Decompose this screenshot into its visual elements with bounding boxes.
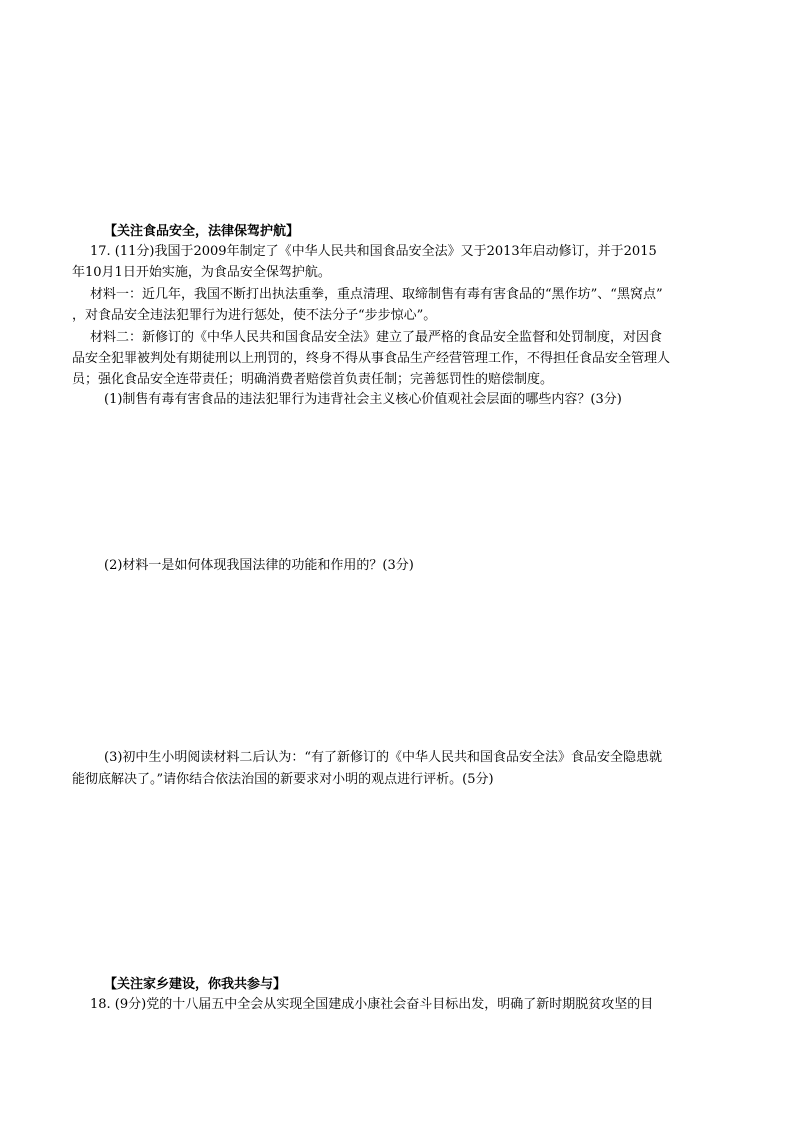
sub-question-2: (2)材料一是如何体现我国法律的功能和作用的？(3分) [104, 558, 414, 573]
sub-question-3-line-1: (3)初中生小明阅读材料二后认为：“有了新修订的《中华人民共和国食品安全法》食品安全隐患就 [104, 750, 663, 765]
material-1-line-1: 材料一：近几年，我国不断打出执法重拳，重点清理、取缔制售有毒有害食品的“黑作坊”、“黑窝点” [90, 287, 663, 302]
question-18-line-1: 18. (9分)党的十八届五中全会从实现全国建成小康社会奋斗目标出发，明确了新时期脱贫攻坚的目 [90, 997, 654, 1012]
section-heading-hometown: 【关注家乡建设，你我共参与】 [104, 977, 287, 992]
material-2-line-1: 材料二：新修订的《中华人民共和国食品安全法》建立了最严格的食品安全监督和处罚制度，对因食 [90, 330, 663, 345]
sub-question-1: (1)制售有毒有害食品的违法犯罪行为违背社会主义核心价值观社会层面的哪些内容？(3分) [104, 392, 622, 407]
question-17-line-2: 年10月1日开始实施，为食品安全保驾护航。 [72, 265, 331, 280]
material-2-line-3: 员；强化食品安全连带责任；明确消费者赔偿首负责任制；完善惩罚性的赔偿制度。 [72, 372, 554, 387]
sub-question-3-line-2: 能彻底解决了。”请你结合依法治国的新要求对小明的观点进行评析。(5分) [72, 772, 494, 787]
section-heading-food-safety: 【关注食品安全，法律保驾护航】 [104, 224, 300, 239]
material-1-line-2: ，对食品安全违法犯罪行为进行惩处，使不法分子“步步惊心”。 [72, 308, 437, 323]
question-17-line-1: 17. (11分)我国于2009年制定了《中华人民共和国食品安全法》又于2013年启动修订，并于2015 [90, 244, 657, 259]
material-2-line-2: 品安全犯罪被判处有期徒刑以上刑罚的，终身不得从事食品生产经营管理工作，不得担任食品安全管理人 [72, 351, 671, 366]
